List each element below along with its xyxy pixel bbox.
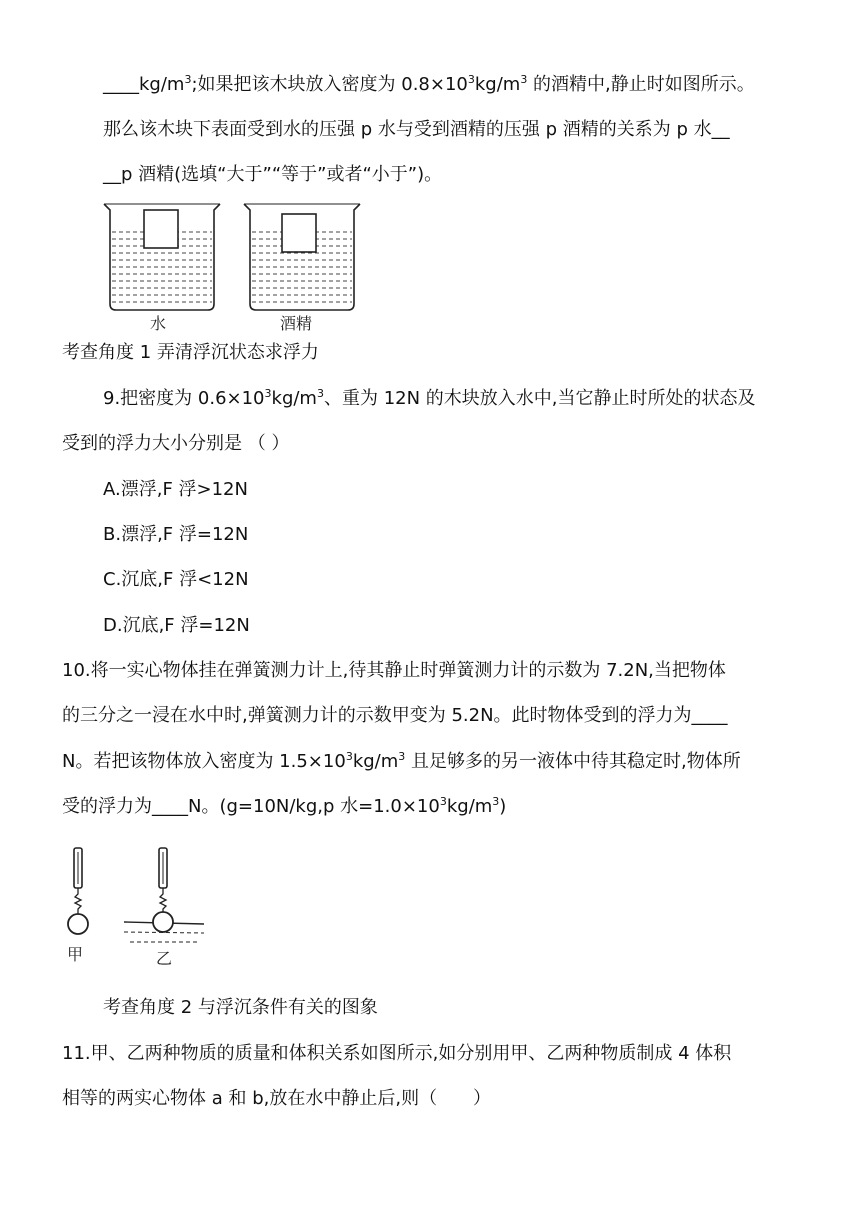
jia-label: 甲 (67, 945, 84, 964)
unit-text: kg/m (139, 74, 185, 95)
superscript: 3 (264, 387, 272, 400)
unit-text: kg/m (474, 74, 521, 95)
q10-line-3 (62, 749, 741, 775)
wood-block (282, 214, 316, 252)
superscript: 3 (439, 795, 447, 808)
beaker-figure (100, 196, 370, 336)
water-beaker (104, 204, 220, 333)
q9-option-d: D.沉底,F 浮=12N (103, 615, 250, 636)
q11-line-1: 11.甲、乙两种物质的质量和体积关系如图所示,如分别用甲、乙两种物质制成 4 体积 (62, 1043, 732, 1064)
unit-text: kg/m (446, 796, 493, 817)
q10-text: 受的浮力为____N。(g=10N/kg,p 水=1.0×10 (62, 796, 440, 817)
q9-text: 9.把密度为 0.6×10 (103, 388, 265, 409)
section-heading-2: 考查角度 2 与浮沉条件有关的图象 (103, 997, 378, 1018)
yi-label: 乙 (156, 949, 173, 968)
spring-scale-jia (67, 848, 88, 964)
q8-line-1 (103, 72, 755, 98)
q10-text: N。若把该物体放入密度为 1.5×10 (62, 751, 346, 772)
alcohol-label: 酒精 (280, 314, 313, 333)
section-heading-1: 考查角度 1 弄清浮沉状态求浮力 (62, 342, 319, 363)
unit-text: kg/m (352, 751, 399, 772)
q9-option-b: B.漂浮,F 浮=12N (103, 524, 249, 545)
superscript: 3 (492, 795, 500, 808)
q9-line-2: 受到的浮力大小分别是 （ ） (62, 433, 290, 454)
spring-scale-yi (124, 848, 204, 968)
superscript: 3 (398, 750, 406, 763)
superscript: 3 (467, 73, 475, 86)
unit-text: kg/m (271, 388, 317, 409)
q10-text: 且足够多的另一液体中待其稳定时,物体所 (405, 751, 741, 772)
superscript: 3 (345, 750, 353, 763)
q10-line-1: 10.将一实心物体挂在弹簧测力计上,待其静止时弹簧测力计的示数为 7.2N,当把物体 (62, 660, 726, 681)
q8-line-3: __p 酒精(选填“大于”“等于”或者“小于”)。 (103, 164, 443, 185)
q9-line-1 (103, 386, 756, 412)
q10-text: ) (499, 796, 507, 817)
water-label: 水 (150, 314, 167, 333)
q9-option-c: C.沉底,F 浮<12N (103, 569, 249, 590)
wood-block (144, 210, 178, 248)
q9-option-a: A.漂浮,F 浮>12N (103, 479, 248, 500)
q8-text: 的酒精中,静止时如图所示。 (527, 74, 755, 95)
q8-text: ;如果把该木块放入密度为 0.8×10 (191, 74, 468, 95)
answer-blank: ____ (103, 74, 139, 95)
superscript: 3 (184, 73, 192, 86)
q10-line-4 (62, 794, 506, 820)
q9-text: 、重为 12N 的木块放入水中,当它静止时所处的状态及 (323, 388, 756, 409)
superscript: 3 (316, 387, 324, 400)
superscript: 3 (520, 73, 528, 86)
spring-scale-figure (60, 842, 220, 972)
q10-line-2: 的三分之一浸在水中时,弹簧测力计的示数甲变为 5.2N。此时物体受到的浮力为____ (62, 705, 728, 726)
alcohol-beaker (244, 204, 360, 333)
q8-line-2: 那么该木块下表面受到水的压强 p 水与受到酒精的压强 p 酒精的关系为 p 水__ (103, 119, 730, 140)
q11-line-2: 相等的两实心物体 a 和 b,放在水中静止后,则（ ） (62, 1088, 492, 1109)
